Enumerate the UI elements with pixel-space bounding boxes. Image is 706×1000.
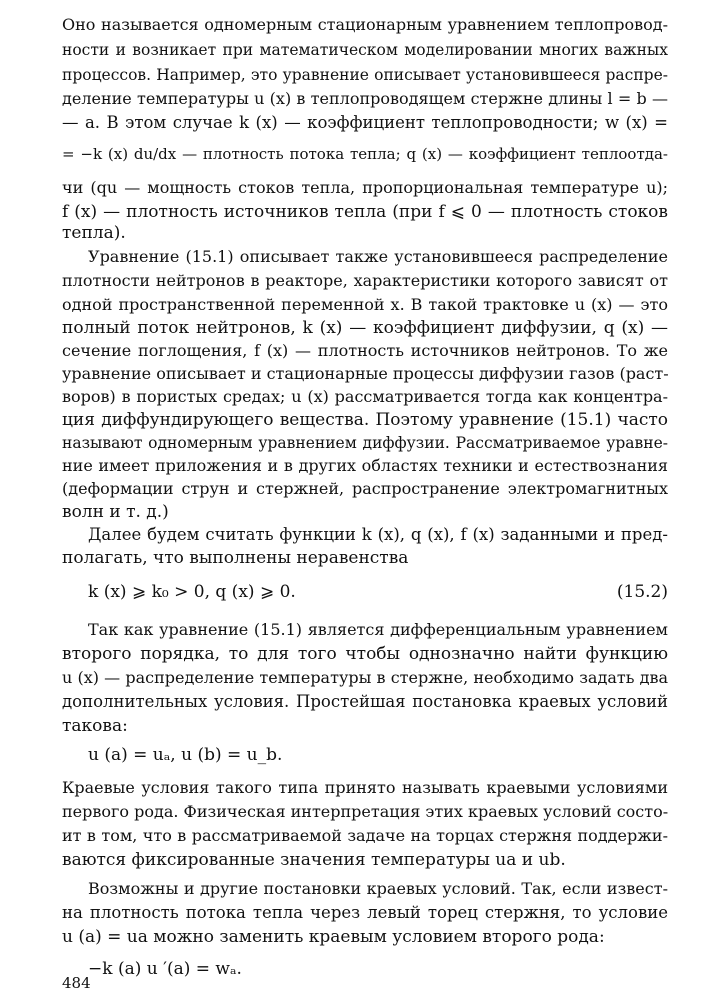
text-line: деление температуры u (x) в теплопроводящем стержне длины l = b — [62,89,668,108]
text-line: ние имеет приложения и в других областях техники и естествознания [62,456,668,475]
text-line: ция диффундирующего вещества. Поэтому уравнение (15.1) часто [62,410,668,430]
text-line: ит в том, что в рассматриваемой задаче на торцах стержня поддержи- [62,826,668,845]
page-number: 484 [62,974,91,992]
formula-boundary-second: −k (a) u ′(a) = wₐ. [88,959,242,979]
text-line: второго порядка, то для того чтобы однозначно найти функцию [62,644,668,664]
text-line: Так как уравнение (15.1) является дифференциальным уравнением [88,620,668,639]
text-line: первого рода. Физическая интерпретация этих краевых условий состо- [62,802,669,821]
text-line: тепла). [62,223,126,243]
text-line: волн и т. д.) [62,502,169,522]
text-line: f (x) — плотность источников тепла (при f ⩽ 0 — плотность стоков [62,202,668,222]
text-line: дополнительных условия. Простейшая постановка краевых условий [62,692,668,711]
text-line: Возможны и другие постановки краевых условий. Так, если извест- [88,879,668,898]
text-line: ности и возникает при математическом моделировании многих важных [62,41,668,59]
formula-inequality: k (x) ⩾ k₀ > 0, q (x) ⩾ 0. [88,582,296,602]
text-line: полагать, что выполнены неравенства [62,548,409,568]
text-line: u (a) = ua можно заменить краевым условием второго рода: [62,927,605,947]
text-line: u (x) — распределение температуры в стержне, необходимо задать два [62,668,668,687]
text-line: Оно называется одномерным стационарным уравнением теплопровод- [62,15,668,34]
text-line: воров) в пористых средах; u (x) рассматривается тогда как концентра- [62,387,668,406]
text-line: полный поток нейтронов, k (x) — коэффициент диффузии, q (x) — [62,318,668,338]
text-line: — a. В этом случае k (x) — коэффициент теплопроводности; w (x) = [62,113,668,132]
text-line: Далее будем считать функции k (x), q (x), f (x) заданными и пред- [88,525,668,544]
text-line: такова: [62,716,128,736]
text-line: уравнение описывает и стационарные процессы диффузии газов (раст- [62,364,669,383]
text-line: ваются фиксированные значения температуры ua и ub. [62,850,566,870]
text-line: на плотность потока тепла через левый торец стержня, то условие [62,903,668,922]
text-line: (деформации струн и стержней, распространение электромагнитных [62,479,668,498]
text-line: сечение поглощения, f (x) — плотность источников нейтронов. То же [62,341,668,360]
text-line: = −k (x) du/dx — плотность потока тепла; q (x) — коэффициент теплоотда- [62,145,668,163]
text-line: называют одномерным уравнением диффузии. Рассматриваемое уравне- [62,434,668,452]
equation-number: (15.2) [616,582,668,602]
text-line: Краевые условия такого типа принято называть краевыми условиями [62,778,668,797]
text-line: Уравнение (15.1) описывает также установившееся распределение [88,247,668,266]
text-line: плотности нейтронов в реакторе, характеристики которого зависят от [62,271,668,290]
formula-boundary-first: u (a) = uₐ, u (b) = u_b. [88,745,283,765]
text-line: процессов. Например, это уравнение описывает установившееся распре- [62,66,668,84]
text-line: одной пространственной переменной x. В такой трактовке u (x) — это [62,295,668,314]
text-line: чи (qu — мощность стоков тепла, пропорциональная температуре u); [62,178,668,197]
